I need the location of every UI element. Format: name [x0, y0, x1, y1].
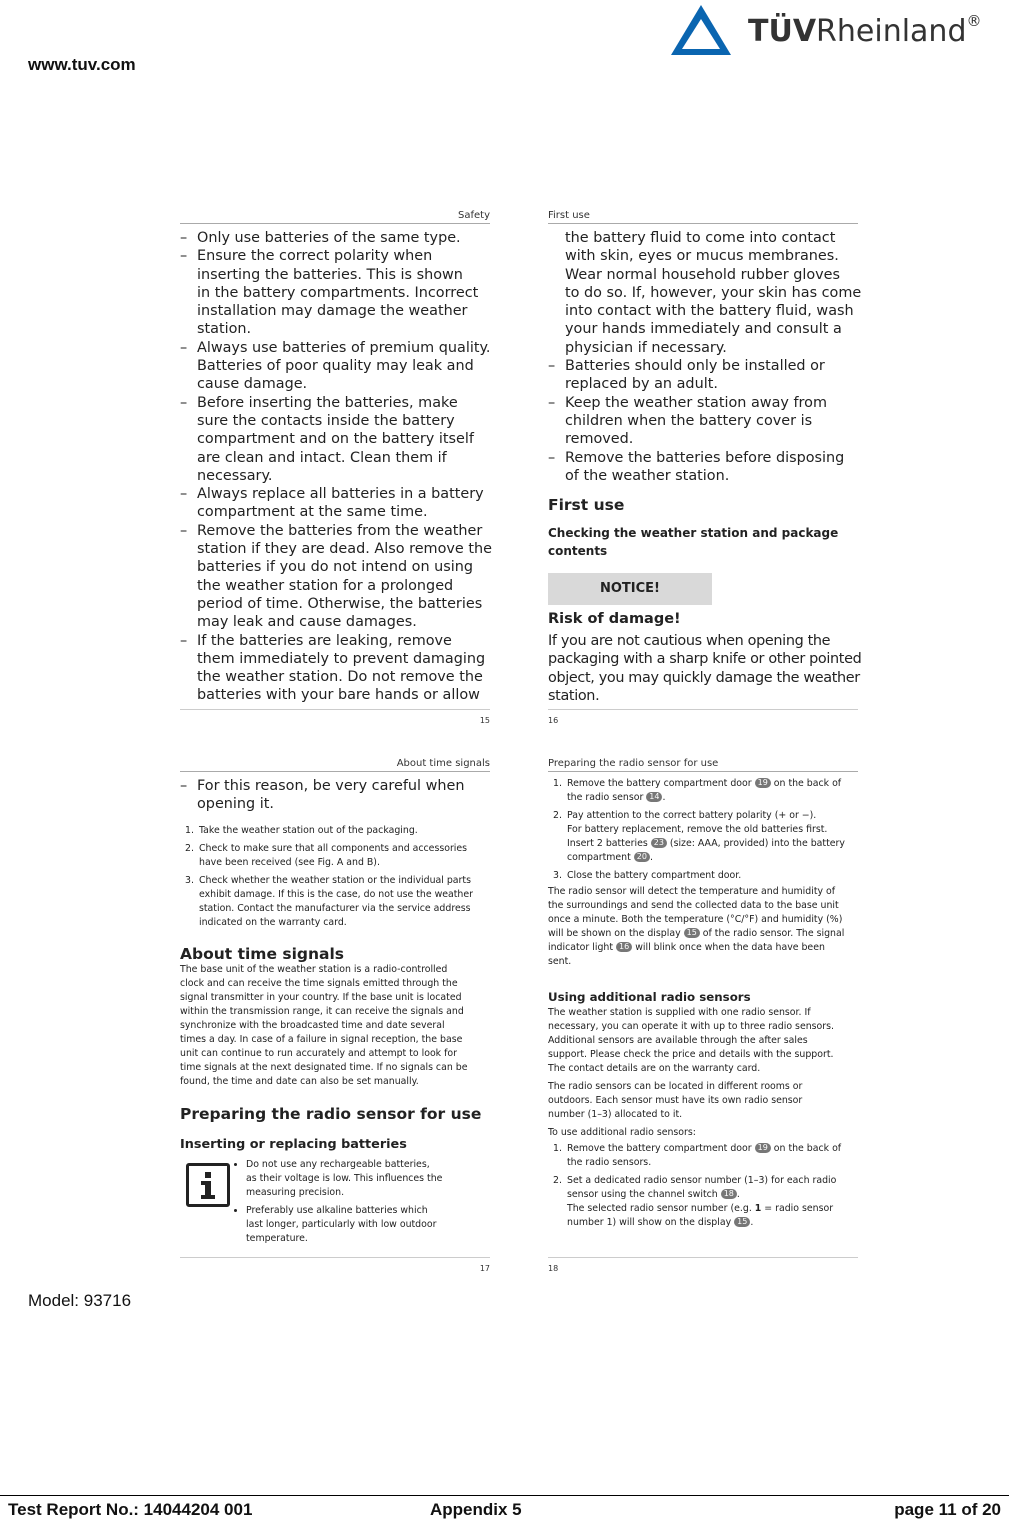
list-item: 2. Check to make sure that all components and accessories have been received (see Fig. A and B).: [185, 843, 468, 868]
list-item: – If the batteries are leaking, remove them immediately to prevent damaging the weather station. Do not remove the batteries with your bare hands or allow: [180, 632, 500, 705]
list-item: – Always replace all batteries in a battery compartment at the same time.: [180, 485, 500, 522]
section-heading: Preparing the radio sensor for use: [180, 1105, 482, 1123]
list-item: 1. Remove the battery compartment door 19 on the back of the radio sensor 14 .: [553, 778, 842, 803]
list-item: 1. Take the weather station out of the packaging.: [185, 825, 418, 836]
subsection-heading: Checking the weather station and package contents: [548, 526, 839, 558]
risk-text: If you are not cautious when opening the packaging with a sharp knife or other pointed object, you may quickly damage the weather station.: [548, 633, 862, 704]
list-item: – Only use batteries of the same type.: [180, 229, 500, 247]
additional-sensors-text: The weather station is supplied with one radio sensor. If necessary, you can operate it with up to three radio sensors. Additional sensors are available through the after sales support. Please check the price and details with the support. The contact details are on the warranty card. The radio sensors can be located in different rooms or outdoors. Each sensor must have its own radio sensor number (1–3) allocated to it. To use additional radio sensors: 1. Remove the battery compartment door 19 on the back of the radio sensors. 2. Set a dedicated radio sensor number (1–3) for each radio sensor using the channel switch 18 . The selected radio sensor number (e.g. 1 = radio sensor number 1) will show on the display 15 .: [548, 1006, 868, 1230]
safety-list: [180, 229, 500, 705]
list-item: 3. Check whether the weather station or the individual parts exhibit damage. If this is the case, do not use the weather station. Contact the manufacturer via the service address indicated on the warranty card.: [185, 875, 473, 928]
list-item: 2. Pay attention to the correct battery polarity (+ or −). For battery replacement, remove the old batteries first. Insert 2 batteries 23 (size: AAA, provided) into the battery compartment 20 .: [553, 810, 845, 863]
site-url: www.tuv.com: [28, 55, 136, 74]
list-item: 2. Set a dedicated radio sensor number (1–3) for each radio sensor using the channel switch 18 . The selected radio sensor number (e.g. 1 = radio sensor number 1) will show on the display 15 .: [553, 1175, 837, 1228]
manual-page-15: [180, 208, 490, 728]
page-header: About time signals: [396, 758, 490, 769]
list-item: – Remove the batteries from the weather station if they are dead. Also remove the batteries if you do not intend on using the weather station for a prolonged period of time. Otherwise, the batteries may leak and cause damages.: [180, 522, 500, 632]
manual-page-17: [180, 756, 490, 1276]
notice-label: NOTICE!: [548, 573, 712, 605]
list-item: 1. Remove the battery compartment door 19 on the back of the radio sensors.: [553, 1143, 842, 1168]
report-number: Test Report No.: 14044204 001: [8, 1500, 253, 1519]
manual-page-18: [548, 756, 858, 1276]
list-item: 3. Close the battery compartment door.: [553, 870, 742, 881]
list-item: – Always use batteries of premium quality. Batteries of poor quality may leak and cause damage.: [180, 339, 500, 394]
page-indicator: page 11 of 20: [894, 1500, 1001, 1519]
list-item: • Preferably use alkaline batteries which last longer, particularly with low outdoor temperature.: [246, 1204, 496, 1246]
info-icon: [186, 1163, 230, 1207]
unpacking-steps: [180, 824, 500, 930]
page-header: Safety: [458, 210, 490, 221]
page-header: Preparing the radio sensor for use: [548, 758, 719, 769]
appendix-label: Appendix 5: [430, 1500, 522, 1519]
footer-divider: [0, 1495, 1009, 1496]
list-item: – Ensure the correct polarity when inserting the batteries. This is shown in the battery compartments. Incorrect installation may damage the weather station.: [180, 247, 500, 338]
page-number: 16: [548, 716, 559, 725]
battery-info-list: [246, 1158, 496, 1246]
sensor-steps: [548, 777, 868, 969]
continuation-text: the battery fluid to come into contact with skin, eyes or mucus membranes. Wear normal household rubber gloves to do so. If, however, your skin has come into contact with the battery fluid, wash your hands immediately and consult a physician if necessary. – Batteries should only be installed or replaced by an adult. – Keep the weather station away from children when the battery cover is removed. – Remove the batteries before disposing of the weather station.: [548, 229, 868, 485]
page-number: 17: [479, 1264, 490, 1273]
page-number: 18: [548, 1264, 559, 1273]
list-item: – Before inserting the batteries, make sure the contacts inside the battery compartment and on the battery itself are clean and intact. Clean them if necessary.: [180, 394, 500, 485]
tuv-triangle-icon: [668, 2, 734, 58]
subsection-heading: Inserting or replacing batteries: [180, 1137, 407, 1152]
list-item: – For this reason, be very careful when opening it.: [180, 777, 500, 814]
tuv-logo: [668, 2, 998, 58]
list-item: – Remove the batteries before disposing of the weather station.: [548, 449, 868, 486]
list-item: – Keep the weather station away from children when the battery cover is removed.: [548, 394, 868, 449]
caution-list: [180, 777, 500, 814]
section-heading: First use: [548, 496, 625, 514]
time-signals-text: The base unit of the weather station is a radio-controlled clock and can receive the time signals emitted through the signal transmitter in your country. If the base unit is located within the transmission range, it can receive the signals and synchronize with the broadcasted time and date several times a day. In case of a failure in signal reception, the base unit can continue to run accurately and attempt to look for time signals at the next designated time. If no signals can be found, the time and date can also be set manually.: [180, 964, 468, 1087]
logo-wordmark: TÜVRheinland®: [748, 12, 982, 49]
model-label: Model: 93716: [28, 1291, 132, 1310]
section-heading: Using additional radio sensors: [548, 990, 751, 1004]
page-header: First use: [548, 210, 590, 221]
list-item: – Batteries should only be installed or replaced by an adult.: [548, 357, 868, 394]
paragraph: The radio sensor will detect the temperature and humidity of the surroundings and send the collected data to the base unit once a minute. Both the temperature (°C/°F) and humidity (%) will be shown on the display 15 of the radio sensor. The signal indicator light 16 will blink once when the data have been sent.: [548, 886, 845, 967]
list-item: • Do not use any rechargeable batteries, as their voltage is low. This influences the measuring precision.: [246, 1158, 496, 1200]
sensor-digit-icon: 1: [754, 1203, 762, 1214]
manual-page-16: [548, 208, 862, 728]
page-number: 15: [479, 716, 490, 725]
risk-heading: Risk of damage!: [548, 611, 681, 627]
section-heading: About time signals: [180, 945, 345, 963]
